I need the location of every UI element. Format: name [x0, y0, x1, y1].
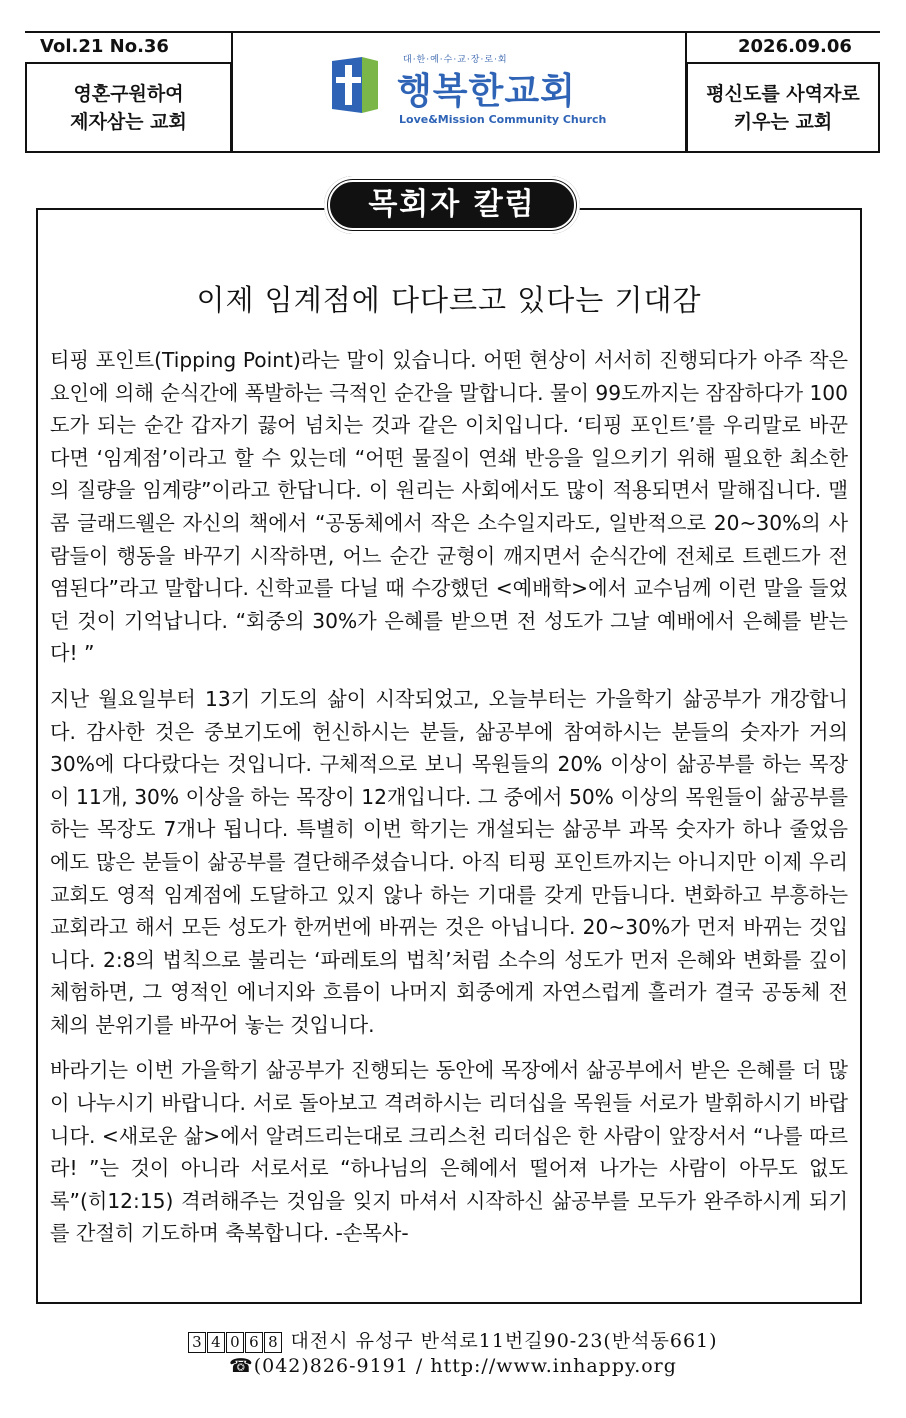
column-box: [36, 208, 862, 1304]
separator: /: [408, 1355, 431, 1377]
denomination-label: 대·한·예·수·교·장·로·회: [403, 55, 508, 65]
motto-right-line2: 키우는 교회: [733, 111, 833, 133]
volume-number: Vol.21 No.36: [40, 36, 169, 57]
column-label: 목회자 칼럼: [368, 187, 536, 222]
divider: [686, 31, 880, 33]
motto-left-line2: 제자삼는 교회: [70, 111, 187, 133]
phone-icon: ☎: [229, 1355, 254, 1377]
church-cross-logo-icon: [330, 55, 380, 115]
article-title: 이제 임계점에 다다르고 있다는 기대감: [196, 283, 702, 317]
zip-code: 3 4 0 6 8: [188, 1330, 290, 1352]
logo-box: [231, 31, 687, 153]
motto-right-box: [686, 62, 880, 153]
column-label-badge: [324, 176, 580, 234]
paragraph: 바라기는 이번 가을학기 삶공부가 진행되는 동안에 목장에서 삶공부에서 받은 은혜를 더 많이 나누시기 바랍니다. 서로 돌아보고 격려하시는 리더십을 목원들 서로가 발휘하시기 바랍니다. <새로운 삶>에서 알려드리는대로 크리스천 리더십은 한 사람이 앞장서서 “나를 따르라! ”는 것이 아니라 서로서로 “하나님의 은혜에서 떨어져 나가는 사람이 아무도 없도록”(히12:15) 격려해주는 것임을 잊지 마셔서 시작하신 삶공부를 모두가 완주하시게 되기를 간절히 기도하며 축복합니다. -손목사-: [50, 1058, 848, 1246]
phone-number: (042)826-9191: [253, 1355, 409, 1377]
contact-line: [0, 1355, 906, 1377]
paragraph: 지난 월요일부터 13기 기도의 삶이 시작되었고, 오늘부터는 가을학기 삶공부가 개강합니다. 감사한 것은 중보기도에 헌신하시는 분들, 삶공부에 참여하시는 분들의 숫자가 거의 30%에 다다랐다는 것입니다. 구체적으로 보니 목원들의 20% 이상이 삶공부를 하는 목장이 11개, 30% 이상을 하는 목장이 12개입니다. 그 중에서 50% 이상의 목원들이 삶공부를 하는 목장도 7개나 됩니다. 특별히 이번 학기는 개설되는 삶공부 과목 숫자가 하나 줄었음에도 많은 분들이 삶공부를 결단해주셨습니다. 아직 티핑 포인트까지는 아니지만 이제 우리 교회도 영적 임계점에 도달하고 있지 않나 하는 기대를 갖게 만듭니다. 변화하고 부흥하는 교회라고 해서 모든 성도가 한꺼번에 바뀌는 것은 아닙니다. 20~30%가 먼저 바뀌는 것입니다. 2:8의 법칙으로 불리는 ‘파레토의 법칙’처럼 소수의 성도가 먼저 은혜와 변화를 깊이 체험하면, 그 영적인 에너지와 흐름이 나머지 회중에게 자연스럽게 흘러가 결국 공동체 전체의 분위기를 바꾸어 놓는 것입니다.: [50, 686, 848, 1037]
church-english-name: Love&Mission Community Church: [399, 113, 607, 126]
article-body: [50, 344, 848, 1263]
motto-right-line1: 평신도를 사역자로: [706, 83, 860, 105]
motto-left-box: [25, 62, 232, 153]
church-address: [0, 1326, 906, 1353]
website-link[interactable]: http://www.inhappy.org: [430, 1355, 677, 1377]
church-name: 행복한교회: [397, 71, 576, 112]
motto-left-line1: 영혼구원하여: [73, 83, 184, 105]
paragraph: 티핑 포인트(Tipping Point)라는 말이 있습니다. 어떤 현상이 서서히 진행되다가 아주 작은 요인에 의해 순식간에 폭발하는 극적인 순간을 말합니다. 물이 99도까지는 잠잠하다가 100도가 되는 순간 갑자기 끓어 넘치는 것과 같은 이치입니다. ‘티핑 포인트’를 우리말로 바꾼다면 ‘임계점’이라고 할 수 있는데 “어떤 물질이 연쇄 반응을 일으키기 위해 필요한 최소한의 질량을 임계량”이라고 한답니다. 이 원리는 사회에서도 많이 적용되면서 말해집니다. 맬콤 글래드웰은 자신의 책에서 “공동체에서 작은 소수일지라도, 일반적으로 20~30%의 사람들이 행동을 바꾸기 시작하면, 어느 순간 균형이 깨지면서 순식간에 전체로 트렌드가 전염된다”라고 말합니다. 신학교를 다닐 때 수강했던 <예배학>에서 교수님께 이런 말을 들었던 것이 기억납니다. “회중의 30%가 은혜를 받으면 전 성도가 그날 예배에서 은혜를 받는다! ”: [50, 348, 848, 666]
divider: [25, 31, 232, 33]
issue-date: 2026.09.06: [738, 36, 852, 57]
address-text: 대전시 유성구 반석로11번길90-23(반석동661): [290, 1330, 718, 1352]
